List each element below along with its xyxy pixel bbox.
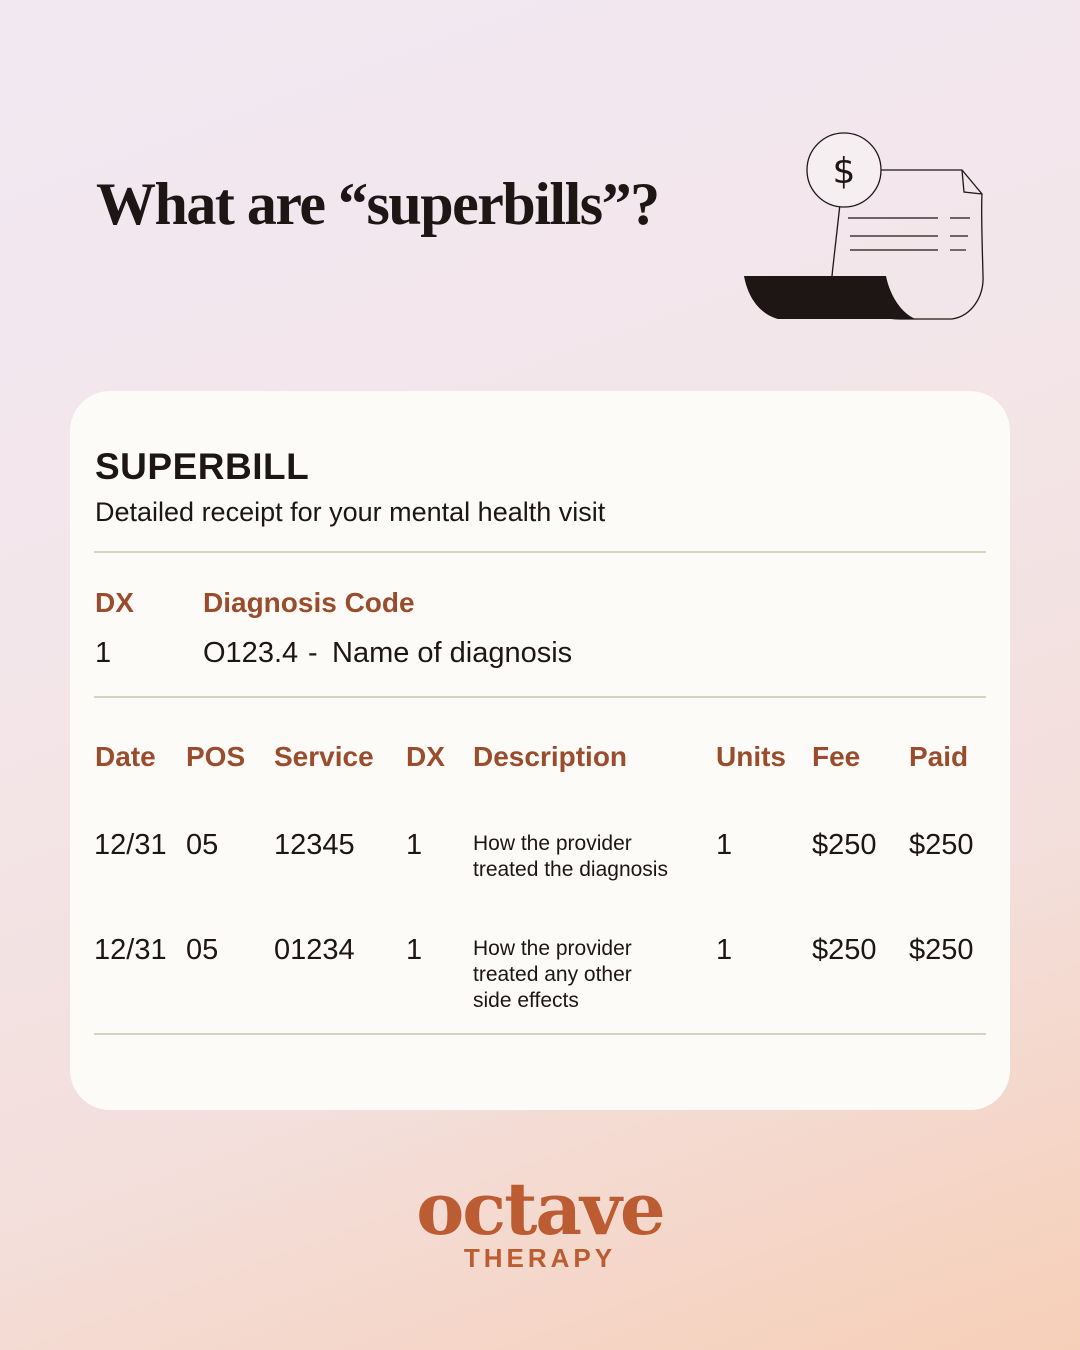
column-header-dx: DX (406, 741, 445, 772)
svg-text:$: $ (832, 151, 856, 192)
cell-fee: $250 (812, 934, 877, 966)
diagnosis-code-value: O123.4 (203, 637, 299, 669)
brand-tagline: THERAPY (463, 1243, 617, 1273)
divider (94, 551, 986, 553)
card-subtitle: Detailed receipt for your mental health visit (95, 497, 606, 527)
column-header-service: Service (274, 741, 374, 772)
cell-pos: 05 (186, 829, 219, 861)
cell-date: 12/31 (94, 934, 167, 966)
cell-description (473, 831, 703, 883)
diagnosis-code-header: Diagnosis Code (203, 587, 415, 618)
divider (94, 696, 986, 698)
brand-logo: octave (416, 1166, 664, 1251)
diagnosis-separator: - (308, 637, 318, 669)
cell-paid: $250 (909, 829, 974, 861)
column-header-units: Units (716, 741, 786, 772)
cell-dx: 1 (406, 934, 423, 966)
description-line: How the provider (473, 937, 632, 960)
headline: What are “superbills”? (96, 171, 659, 237)
cell-pos: 05 (186, 934, 219, 966)
description-line: How the provider (473, 832, 632, 855)
column-header-pos: POS (186, 741, 246, 772)
description-line: treated the diagnosis (473, 858, 668, 881)
column-header-fee: Fee (812, 741, 861, 772)
column-header-date: Date (95, 741, 156, 772)
cell-fee: $250 (812, 829, 877, 861)
cell-date: 12/31 (94, 829, 167, 861)
cell-units: 1 (716, 934, 733, 966)
diagnosis-name: Name of diagnosis (332, 637, 573, 669)
diagnosis-dx-header: DX (95, 587, 134, 618)
description-line: side effects (473, 989, 579, 1012)
card-title: SUPERBILL (95, 446, 310, 487)
divider (94, 1033, 986, 1035)
diagnosis-dx-value: 1 (95, 637, 112, 669)
column-header-paid: Paid (909, 741, 969, 772)
receipt-dollar-icon (740, 126, 990, 326)
description-line: treated any other (473, 963, 632, 986)
cell-paid: $250 (909, 934, 974, 966)
cell-units: 1 (716, 829, 733, 861)
superbill-card (70, 391, 1010, 1110)
column-header-description: Description (473, 741, 628, 772)
cell-service: 12345 (274, 829, 355, 861)
cell-description (473, 936, 703, 1014)
cell-dx: 1 (406, 829, 423, 861)
cell-service: 01234 (274, 934, 355, 966)
